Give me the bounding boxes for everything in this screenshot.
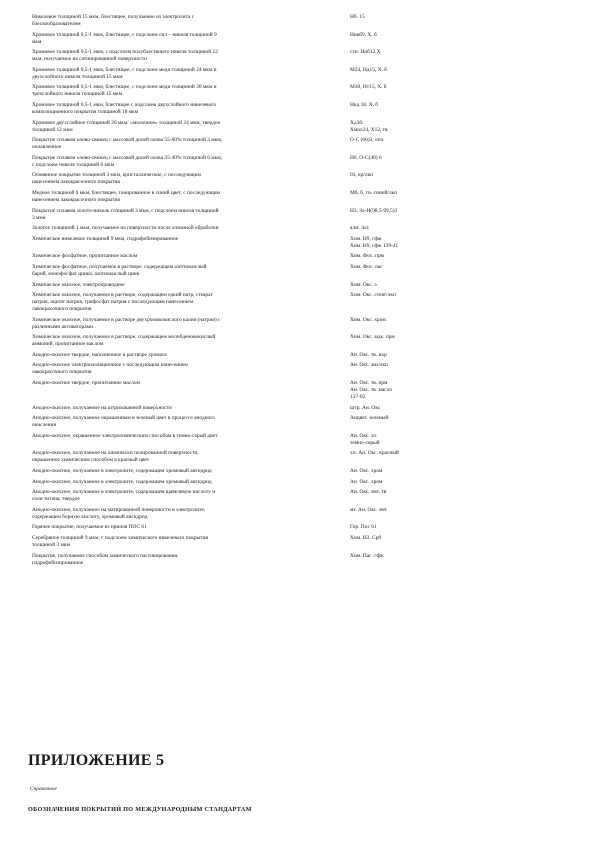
table-row <box>32 253 566 264</box>
coating-description: Анодно-окисное твердое, пропитанное маслом <box>32 380 140 387</box>
coating-description: Анодно-окисное твердое, наполненное в растворе хромата <box>32 351 167 358</box>
coating-description: Анодно-окисное, получаемое на матированной поверхности в электролите, содержащем борную кислоту, хромовый ангидрид <box>32 506 206 520</box>
appendix-subtitle: ОБОЗНАЧЕНИЯ ПОКРЫТИЙ ПО МЕЖДУНАРОДНЫМ СТАНДАРТАМ <box>28 806 252 813</box>
table-row <box>32 292 566 317</box>
coating-description: Химическое никелевое толщиной 9 мкм, гидрофобизированное <box>32 235 179 242</box>
coating-description: Никелевое толщиной 15 мкм, блестящее, получаемое из электролита с блескообразователем <box>32 14 195 27</box>
table-row <box>32 208 566 226</box>
coating-designation: Ан. Окс. тв. нхр <box>350 351 387 358</box>
coating-description: Медное толщиной 6 мкм, блестящее, тонированное в синий цвет, с последующим нанесением лакокрасочного покрытия <box>32 189 221 203</box>
table-row <box>32 32 566 50</box>
coatings-table <box>32 14 566 570</box>
coating-description: Анодно-окисное, получаемое на химически полированной поверхности, окрашенное химическим способом в красный цвет <box>32 450 199 464</box>
appendix-reference-label: Справочное <box>30 786 57 792</box>
table-row <box>32 120 566 138</box>
table-row <box>32 317 566 335</box>
coating-designation: Хим. Н3. Ср9 <box>350 535 382 541</box>
appendix-title: ПРИЛОЖЕНИЕ 5 <box>28 752 165 769</box>
table-row <box>32 190 566 208</box>
coating-description: Анодно-окисное, получаемое в электролите, содержащем щавелевую кислоту и соли титана, твердое <box>32 489 216 503</box>
coating-description: Покрытие сплавом золото-никель толщиной 3 мкм, с подслоем никеля толщиной 3 мкм <box>32 207 219 221</box>
coating-designation: Ан. Окс. эл. темно-серый <box>350 432 380 446</box>
coating-designation: Ан. Окс. эиз/лкп <box>350 362 388 369</box>
coating-description: Хромовое толщиной 0,5-1 мкм, блестящее, с подслоем сил – никеля толщиной 9 мкм <box>32 31 217 45</box>
coating-description: Химическое окисное, получаемое в растворе двухромовокислого калия (натрия) с различными активаторами <box>32 316 221 330</box>
table-row <box>32 264 566 282</box>
coating-description: Хромовое толщиной 0,5-1 мкм, блестящее, с подслоем меди толщиной 30 мкм и трехслойного никеля толщиной 15 мкм <box>32 84 217 98</box>
table-row <box>32 433 566 451</box>
coating-designation: Ан. Окс. эмт. тв <box>350 489 387 496</box>
coating-description: Анодно-окисное, получаемое в электролите, содержащем хромовый ангидрид <box>32 468 212 475</box>
coating-description: Золотое толщиной 1 мкм, получаемое на поверхности после алмазной обработки <box>32 225 219 232</box>
coating-description: Хромовое толщиной 0,5-1 мкм, блестящее с подслоем двухслойного никелевого композиционного покрытия толщиной 18 мкм <box>32 101 217 115</box>
coating-description: Химическое окисное, получаемое в растворе, содержащем молибденовокислый аммоний, пропитанное маслом <box>32 334 216 348</box>
table-row <box>32 524 566 535</box>
coating-description: Анодно-окисное, получаемое на штрихованной поверхности <box>32 404 172 411</box>
coating-description: Оловянное покрытие толщиной 3 мкм, кристаллическое, с последующим нанесением лакокрасочного покрытия <box>32 172 201 186</box>
coating-designation: Хим. Н9, гфж Хим. Н9, гфж 139-41 <box>350 235 399 249</box>
coating-designation: мт. Ан. Окс. эмт <box>350 506 388 513</box>
table-row <box>32 535 566 553</box>
coating-description: Покрытие, получаемое способом химического пассивирования, гидрофобизированное <box>32 552 179 566</box>
table-row <box>32 553 566 571</box>
coating-designation: Хим. Окс. э <box>350 281 377 288</box>
coating-designation: Н6. О-С(40) 6 <box>350 154 382 161</box>
coating-designation: О-С (60)3, опл. <box>350 137 385 144</box>
coating-designation: Хим. Пас. гфж <box>350 552 384 559</box>
table-row <box>32 415 566 433</box>
table-row <box>32 236 566 254</box>
coating-designation: Н3, Зл-Н(98,5-99,5)3 <box>350 207 398 214</box>
coating-description: Анодно-окисное, окрашенное электрохимическим способом в темно-серый цвет <box>32 432 218 439</box>
table-row <box>32 352 566 363</box>
coatings-table-body <box>32 14 566 570</box>
coating-designation: Нкд 18, Х. б <box>350 101 379 108</box>
coating-designation: Нб. 15 <box>350 14 365 20</box>
coating-designation: стн. Нпб12.Х <box>350 49 381 56</box>
coating-description: Анодно-окисное, получаемое окрашенным в зеленый цвет в процессе анодного окисления <box>32 415 215 429</box>
table-row <box>32 172 566 190</box>
coating-description: Хромовое толщиной 0,5-1 мкм, с подслоем полублестящего никеля толщиной 12 мкм, получаемое на сатинированной поверхности <box>32 49 218 63</box>
coating-description: Химическое окисное, получаемое в растворе, содержащем едкий натр, стеарат натрия, ацетат натрия, трифосфат натрия с последующим нанесением лакокрасочного покрытия <box>32 292 213 313</box>
table-row <box>32 67 566 85</box>
table-row <box>32 225 566 236</box>
coating-designation: Анцвет. зеленый <box>350 415 389 422</box>
coating-designation: Ан. Окс. тв. прм Ан. Окс. тв. масло 137-02 <box>350 380 393 401</box>
coating-designation: алм. Зл1 <box>350 225 370 232</box>
coating-description: Хромовое толщиной 0,5-1 мкм, блестящее, с подслоем меди толщиной 24 мкм и двухслойного никеля толщиной 15 мкм <box>32 66 217 80</box>
coating-designation: Хд36: Хмол24, Х12, тв <box>350 119 388 133</box>
table-row <box>32 334 566 352</box>
coating-designation: штр. Ан. Окс <box>350 404 381 411</box>
table-row <box>32 468 566 479</box>
coating-description: Анодно-окисное, получаемое в электролите, содержащем хромовый ангидрид <box>32 478 212 485</box>
coating-description: Химическое фосфатное, получаемое в растворе, содержащем азотнокислый барий, монофосфат цинка, азотнокислый цинк <box>32 263 207 277</box>
coating-designation: Хим. Фос. прм <box>350 253 384 260</box>
table-row <box>32 507 566 525</box>
table-row <box>32 282 566 293</box>
table-row <box>32 137 566 155</box>
coating-description: Анодно-окисное электроизоляционное с последующим нанесением лакокрасочного покрытия <box>32 362 188 376</box>
coating-designation: Хим. Фос. окс <box>350 263 383 270</box>
coating-description: Горячее покрытие, получаемое из припоя ПОС 61 <box>32 524 147 531</box>
coating-description: Хромовое двухслойное толщиной 36 мкм: «молочное» толщиной 24 мкм, твердое толщиной 12 мкм <box>32 119 221 133</box>
coating-designation: Хим. Окс. стеат/лкп <box>350 292 396 299</box>
coating-description: Серебряное толщиной 9 мкм, с подслоем химического никелевого покрытия толщиной 3 мкм <box>32 535 208 548</box>
coating-designation: М24, Нд15, Х. б <box>350 66 387 73</box>
coating-designation: Ан. Окс. хром <box>350 468 383 475</box>
table-row <box>32 405 566 416</box>
table-row <box>32 362 566 380</box>
coating-designation: Ан. Окс. хром <box>350 478 383 485</box>
coating-designation: Никб9, Х. б <box>350 31 377 38</box>
coating-description: Покрытие сплавом олово-свинец с массовой долей олова 35-40% толщиной 6 мкм, с подслоем никеля толщиной 6 мкм <box>32 154 223 168</box>
coating-designation: хп. Ан. Окс. красный <box>350 450 399 457</box>
coating-designation: 03, кр/лкп <box>350 172 374 179</box>
coating-designation: Хим. Окс. мдк. прм <box>350 334 395 341</box>
coating-designation: Гор. Пос 61 <box>350 524 377 531</box>
coating-description: Химическое фосфатное, пропитанное маслом <box>32 253 138 260</box>
table-row <box>32 450 566 468</box>
coating-description: Химическое окисное, электропроводное <box>32 281 125 288</box>
table-row <box>32 489 566 507</box>
coating-designation: М30, Нт15, Х. б <box>350 84 387 91</box>
coating-description: Покрытие сплавом олово-свинец с массовой долей олова 55-60% толщиной 3 мкм, оплавленное <box>32 137 223 151</box>
table-row <box>32 14 566 32</box>
coating-designation: М6, б, тн. синий/лкп <box>350 189 398 196</box>
table-row <box>32 479 566 490</box>
coating-designation: Хим. Окс. хром <box>350 316 386 323</box>
table-row <box>32 84 566 102</box>
table-row <box>32 102 566 120</box>
table-row <box>32 49 566 67</box>
table-row <box>32 155 566 173</box>
table-row <box>32 380 566 405</box>
